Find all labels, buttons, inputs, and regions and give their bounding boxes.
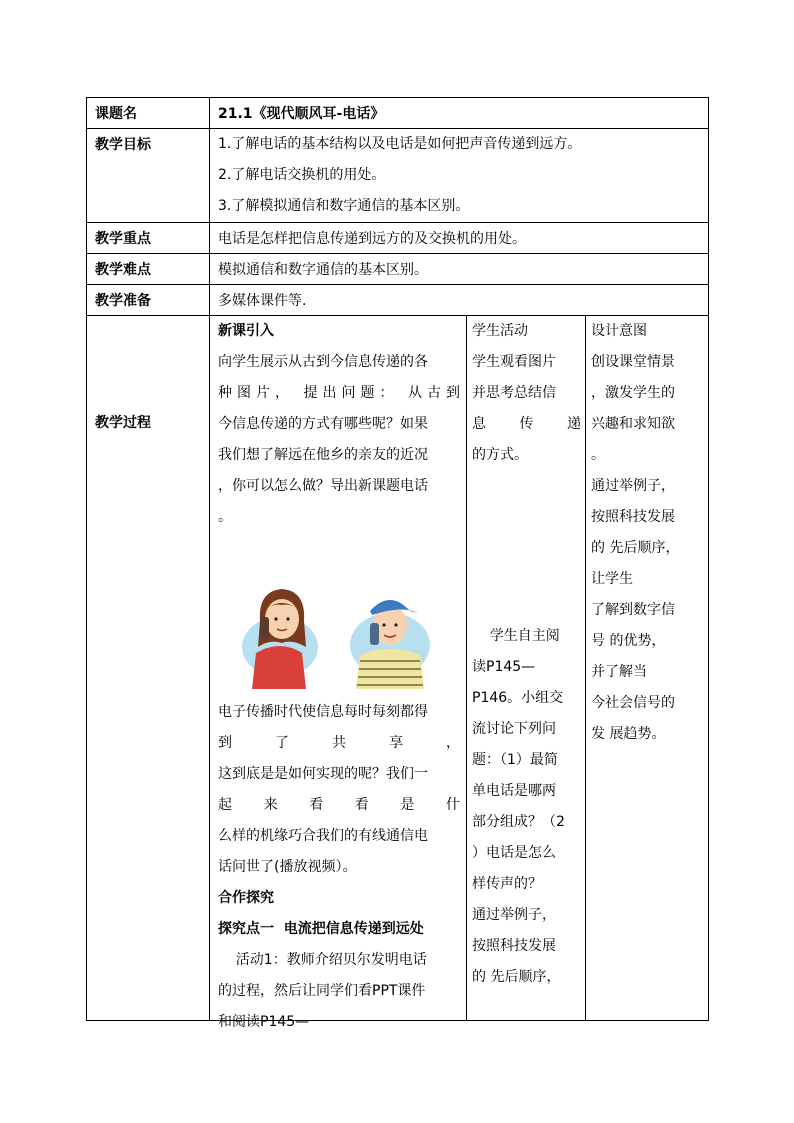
student-line: 样传声的？ (472, 876, 542, 892)
goals-label: 教学目标 (87, 129, 210, 223)
prep-label: 教学准备 (87, 285, 210, 316)
goal-item: 3.了解模拟通信和数字通信的基本区别。 (218, 198, 470, 214)
goals-list (210, 129, 709, 223)
goal-item: 1.了解电话的基本结构以及电话是如何把声音传递到远方。 (218, 136, 582, 152)
student-line: 通过举例子， (472, 907, 556, 923)
student-line: 按照科技发展 (472, 938, 556, 954)
design-line: 通过举例子， (591, 478, 675, 494)
student-column (466, 316, 585, 1020)
activity-line: 活动1：教师介绍贝尔发明电话 (218, 952, 427, 968)
activity-line: 的过程，然后让同学们看PPT课件 (218, 983, 426, 999)
intro-heading: 新课引入 (218, 323, 274, 339)
process-label: 教学过程 (87, 316, 210, 1021)
design-line: 创设课堂情景 (591, 354, 675, 370)
student-line: 部分组成？（2 (472, 814, 565, 830)
difficulty-row (87, 254, 709, 285)
student-heading: 学生活动 (472, 323, 528, 339)
student-line: 学生自主阅 (472, 628, 560, 644)
key-label: 教学重点 (87, 223, 210, 254)
design-line: 。 (591, 447, 605, 463)
phone-call-illustration (232, 581, 432, 689)
design-line: 的 先后顺序， (591, 540, 680, 556)
topic-value: 21.1《现代顺风耳-电话》 (210, 98, 709, 129)
difficulty-label: 教学难点 (87, 254, 210, 285)
goal-item: 2.了解电话交换机的用处。 (218, 167, 386, 183)
design-line: 了解到数字信 (591, 602, 675, 618)
student-line: ）电话是怎么 (472, 845, 556, 861)
student-line: P146。小组交 (472, 690, 564, 706)
process-row (87, 316, 709, 1021)
design-line: 发 展趋势。 (591, 726, 666, 742)
body-line: 电子传播时代使信息每时每刻都得 (218, 704, 428, 720)
student-line: 题：（1）最简 (472, 752, 558, 768)
topic-row (87, 98, 709, 129)
student-line: 并思考总结信 (472, 385, 556, 401)
student-line: 的 先后顺序， (472, 969, 561, 985)
design-line: ，激发学生的 (591, 385, 675, 401)
intro-line: 种图片， 提出问题： 从古到 (218, 385, 460, 401)
design-line: 按照科技发展 (591, 509, 675, 525)
teacher-column (210, 316, 466, 1030)
topic-label: 课题名 (87, 98, 210, 129)
intro-line: 。 (218, 509, 232, 525)
key-value: 电话是怎样把信息传递到远方的及交换机的用处。 (210, 223, 709, 254)
intro-line: 向学生展示从古到今信息传递的各 (218, 354, 428, 370)
body-line: 起 来 看 看 是 什 (218, 797, 460, 813)
lesson-plan-table (86, 97, 709, 1030)
design-line: 让学生 (591, 571, 633, 587)
student-line: 的方式。 (472, 447, 528, 463)
prep-value: 多媒体课件等. (210, 285, 709, 316)
student-line: 学生观看图片 (472, 354, 556, 370)
body-line: 么样的机缘巧合我们的有线通信电 (218, 828, 428, 844)
difficulty-value: 模拟通信和数字通信的基本区别。 (210, 254, 709, 285)
design-heading: 设计意图 (591, 323, 647, 339)
body-line: 话问世了(播放视频）。 (218, 859, 357, 875)
process-content (210, 316, 709, 1030)
student-line: 流讨论下列问 (472, 721, 556, 737)
goals-row (87, 129, 709, 223)
design-line: 号 的优势， (591, 633, 666, 649)
student-line: 息 传 递 (472, 416, 581, 432)
body-line: 到 了 共 享 ， (218, 735, 460, 751)
design-line: 兴趣和求知欲 (591, 416, 675, 432)
point-heading: 探究点一 电流把信息传递到远处 (218, 921, 424, 937)
intro-line: 今信息传递的方式有哪些呢？如果 (218, 416, 428, 432)
prep-row (87, 285, 709, 316)
intro-line: 我们想了解远在他乡的亲友的近况 (218, 447, 428, 463)
intro-line: ，你可以怎么做？导出新课题电话 (218, 478, 428, 494)
body-line: 这到底是是如何实现的呢？我们一 (218, 766, 428, 782)
activity-line: 和阅读P145— (218, 1014, 310, 1030)
student-line: 单电话是哪两 (472, 783, 556, 799)
key-row (87, 223, 709, 254)
design-column (585, 316, 708, 1020)
design-line: 今社会信号的 (591, 695, 675, 711)
design-line: 并了解当 (591, 664, 647, 680)
student-line: 读P145— (472, 659, 536, 675)
coop-heading: 合作探究 (218, 890, 274, 906)
